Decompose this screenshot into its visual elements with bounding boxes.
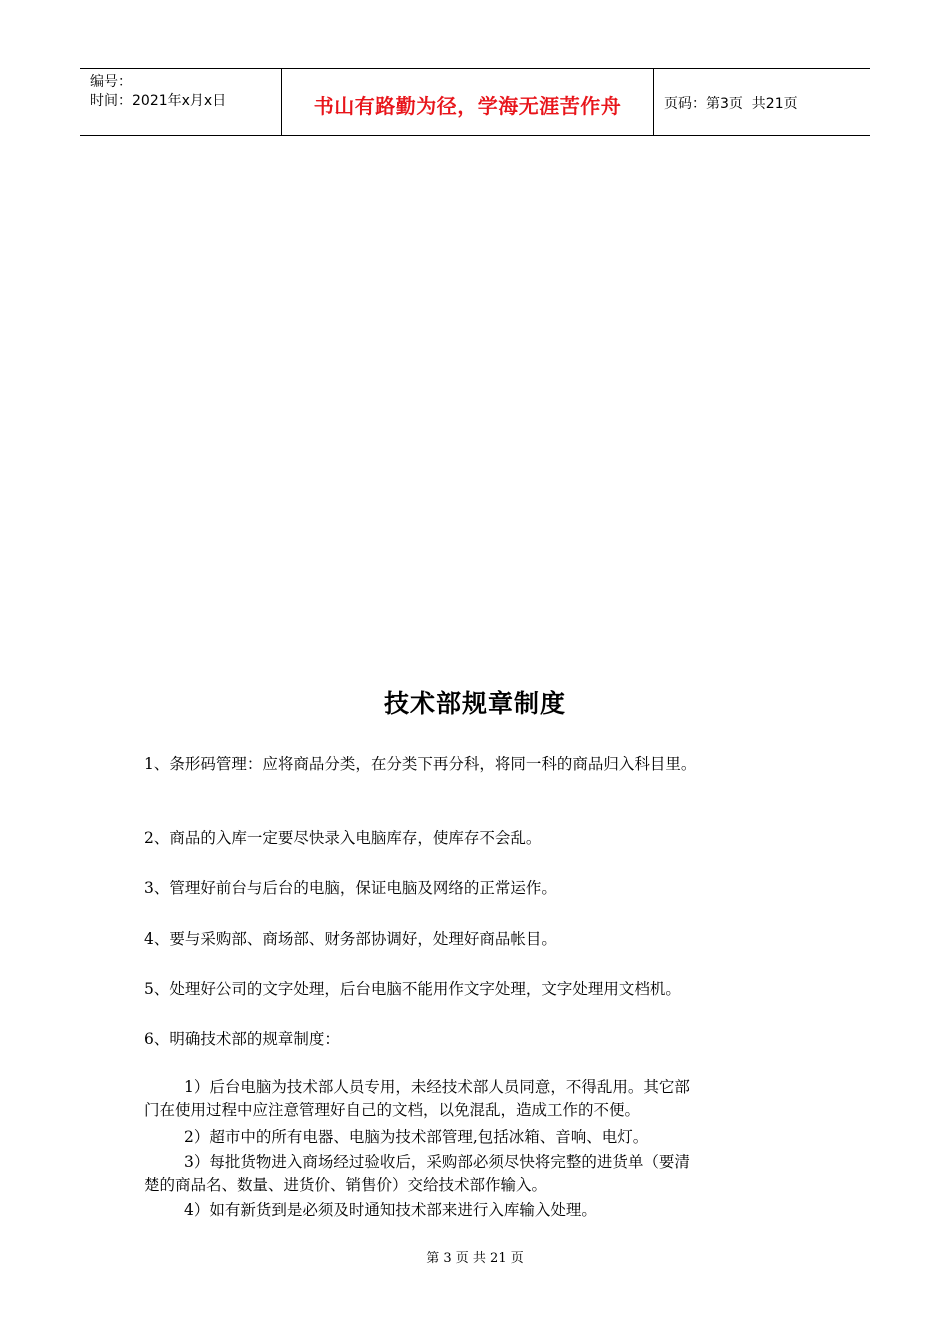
document-time-label: 时间：2021年x月x日 (90, 93, 227, 109)
list-item: 4、要与采购部、商场部、财务部协调好，处理好商品帐目。 (144, 930, 557, 948)
list-item: 2、商品的入库一定要尽快录入电脑库存，使库存不会乱。 (144, 829, 542, 847)
header-page-info: 页码：第3页 共21页 (664, 96, 798, 112)
list-item: 3、管理好前台与后台的电脑，保证电脑及网络的正常运作。 (144, 879, 557, 897)
sub-item-line: 门在使用过程中应注意管理好自己的文档，以免混乱，造成工作的不便。 (144, 1101, 641, 1119)
document-title: 技术部规章制度 (383, 689, 566, 718)
header-meta (80, 69, 282, 135)
sub-list-item (144, 1151, 824, 1197)
header-motto: 书山有路勤为径，学海无涯苦作舟 (313, 93, 622, 118)
list-item: 5、处理好公司的文字处理，后台电脑不能用作文字处理，文字处理用文档机。 (144, 980, 681, 998)
page-header (80, 68, 870, 136)
sub-item-line: 4）如有新货到是必须及时通知技术部来进行入库输入处理。 (184, 1201, 597, 1219)
document-number-label: 编号： (90, 74, 132, 90)
sub-item-line: 1）后台电脑为技术部人员专用，未经技术部人员同意，不得乱用。其它部 (184, 1078, 690, 1096)
sub-list-item (144, 1126, 824, 1149)
sub-list-item (144, 1199, 824, 1222)
page-footer: 第 3 页 共 21 页 (426, 1251, 524, 1266)
sub-item-line: 3）每批货物进入商场经过验收后，采购部必须尽快将完整的进货单（要清 (184, 1153, 690, 1171)
list-item: 1、条形码管理：应将商品分类，在分类下再分科，将同一科的商品归入科目里。 (144, 755, 697, 773)
sub-item-line: 2）超市中的所有电器、电脑为技术部管理,包括冰箱、音响、电灯。 (184, 1128, 649, 1146)
sub-item-line: 楚的商品名、数量、进货价、销售价）交给技术部作输入。 (144, 1176, 548, 1194)
sub-list-item (144, 1076, 824, 1122)
header-motto-cell (282, 69, 654, 135)
list-item: 6、明确技术部的规章制度： (144, 1030, 340, 1048)
